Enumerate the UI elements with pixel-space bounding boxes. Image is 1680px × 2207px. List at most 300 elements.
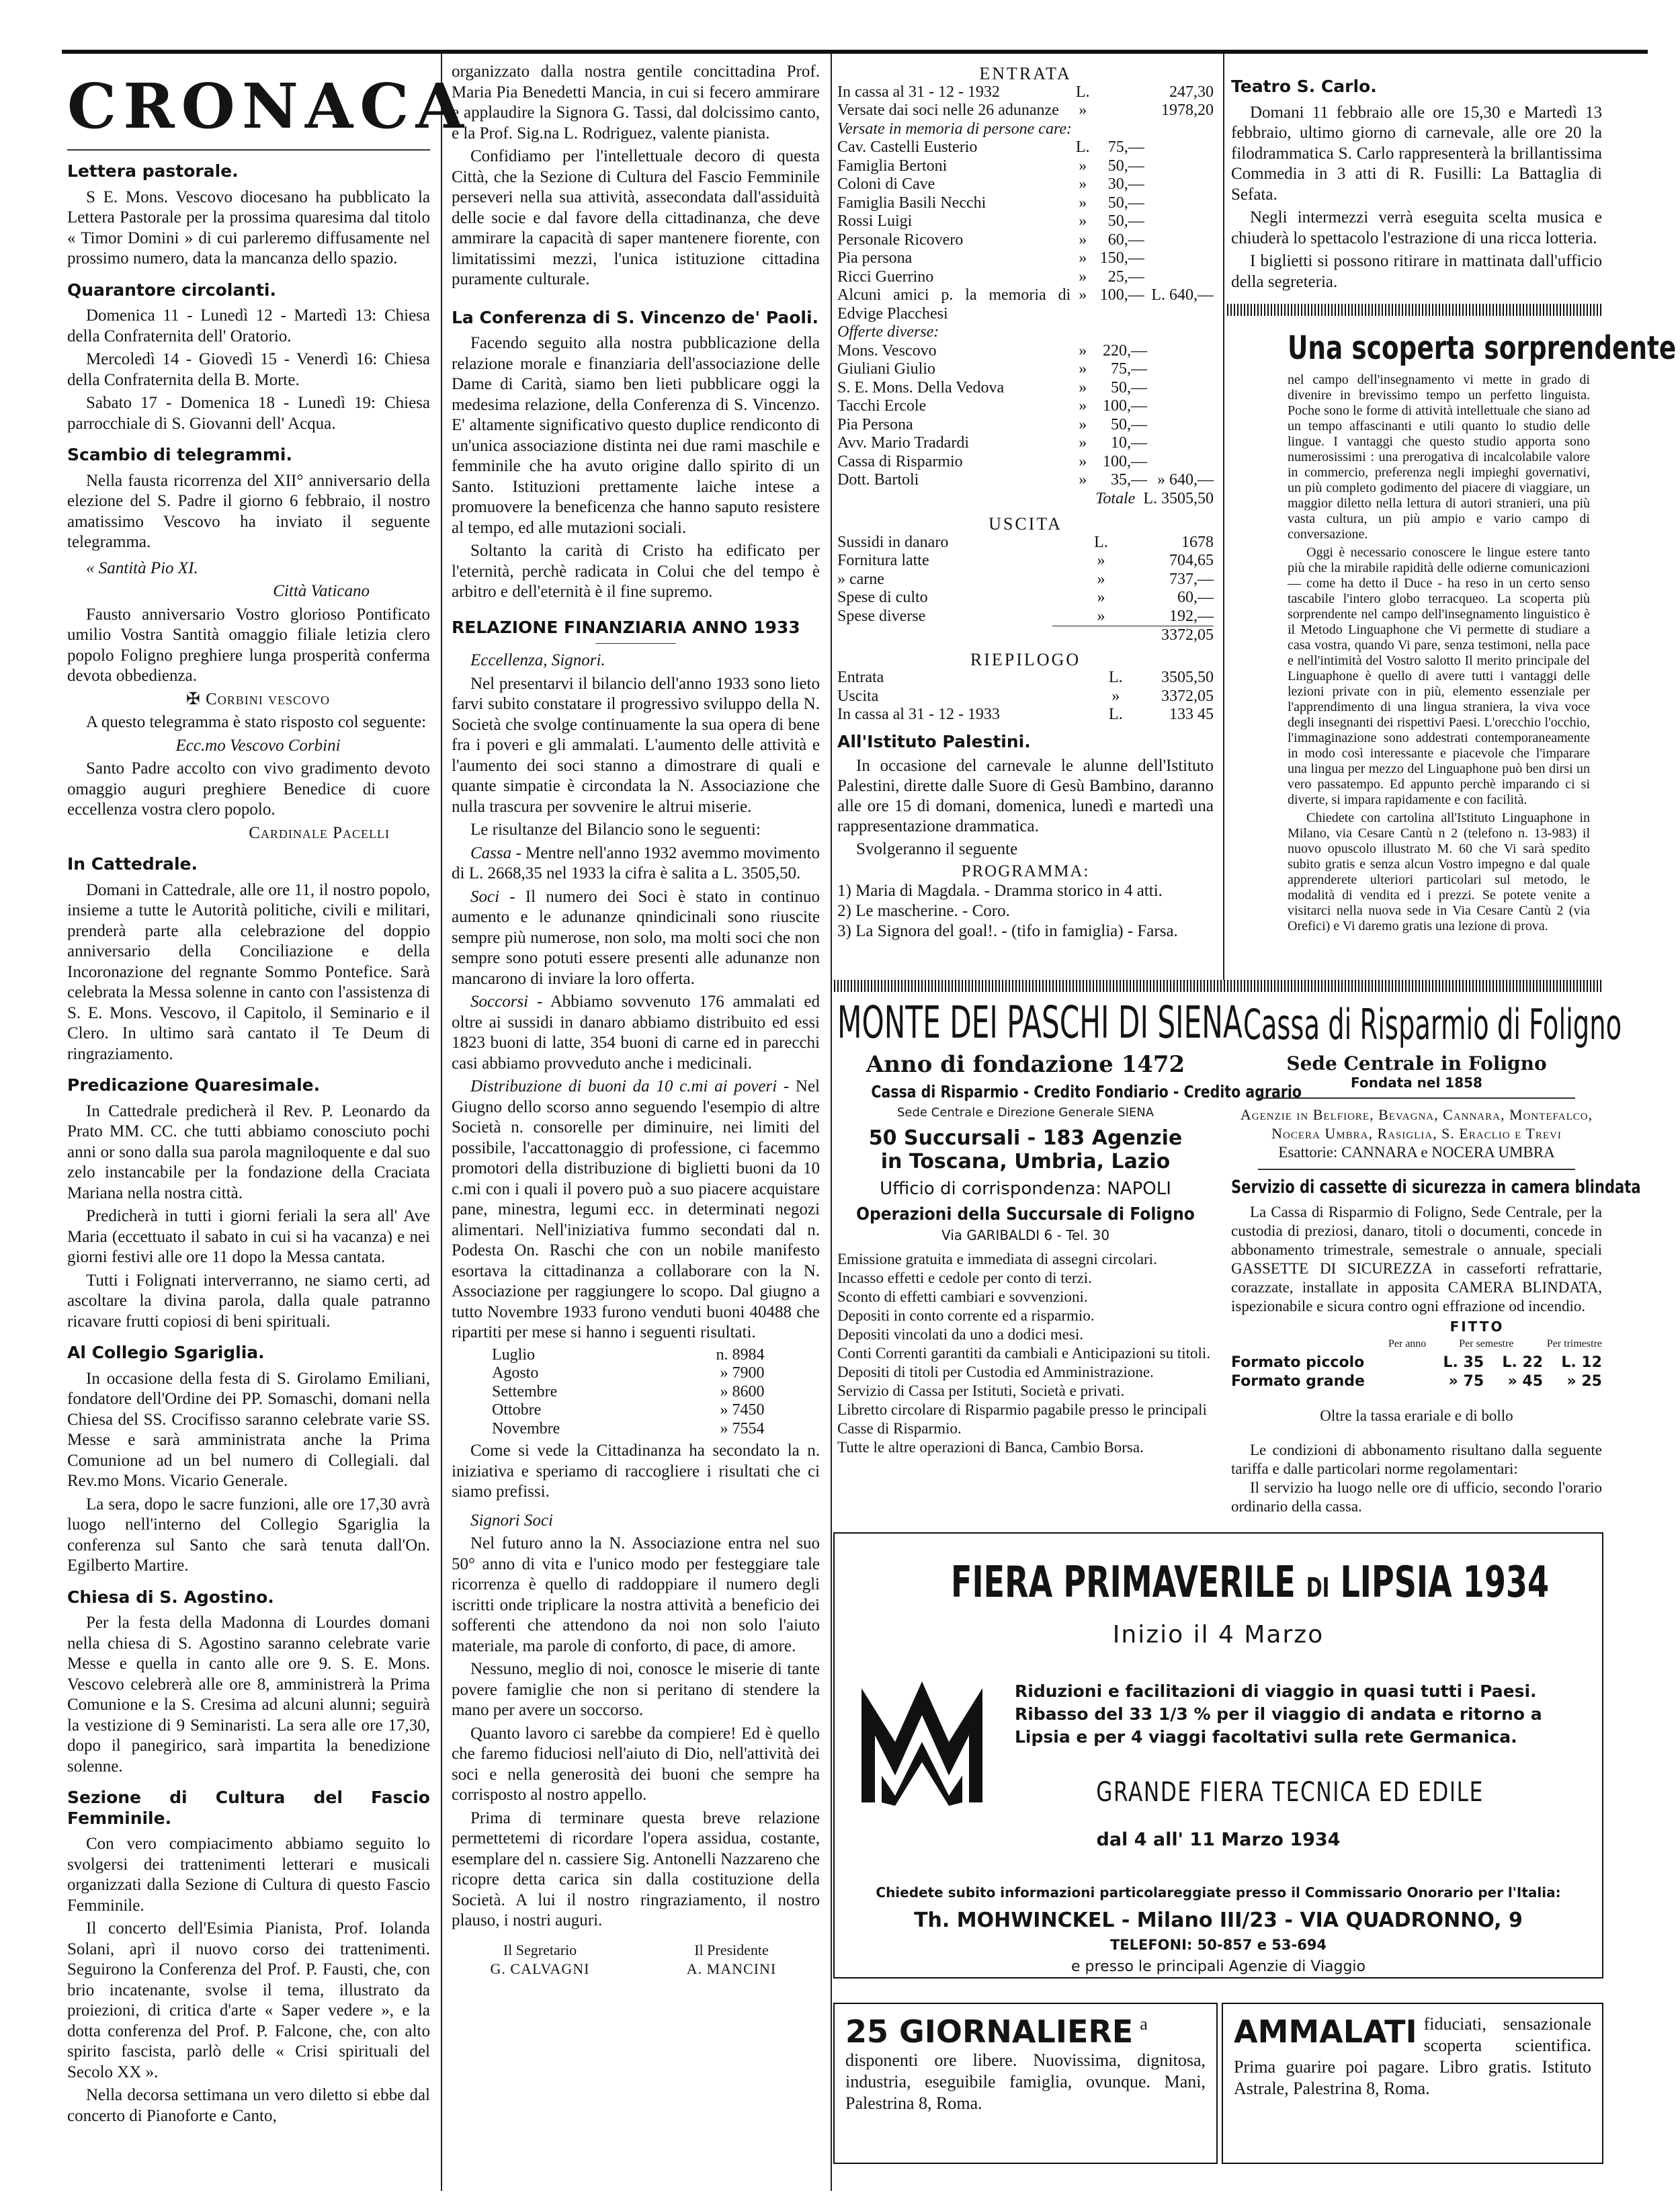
entry-label: Spese diverse	[837, 607, 926, 625]
column-1	[67, 59, 470, 2129]
fitto-row	[1231, 1354, 1602, 1372]
service-item: Incasso effetti e cedole per conto di terzi.	[837, 1269, 1092, 1286]
month-value: » 7450	[720, 1401, 765, 1419]
entry-subtotal: 1678	[1181, 533, 1214, 551]
entry-mark: »	[1111, 687, 1120, 705]
paragraph: S E. Mons. Vescovo diocesano ha pubblicato la Lettera Pastorale per la prossima quaresima dal titolo « Timor Domini » di cui parleremo diffusamente nel prossimo numero, data la mancanza dello spazio.	[67, 188, 430, 267]
divider	[67, 149, 430, 151]
entry-mark: L.	[1108, 669, 1123, 686]
ad-line: 50 Succursali - 183 Agenzie	[868, 1126, 1183, 1150]
divider	[595, 643, 676, 644]
ad-line: Esattorie: CANNARA e NOCERA UMBRA	[1278, 1144, 1555, 1161]
month-value: » 7900	[720, 1364, 765, 1382]
service-item: Emissione gratuita e immediata di assegni circolari.	[837, 1251, 1157, 1267]
section-heading: Lettera pastorale.	[67, 161, 239, 181]
services-list	[837, 1250, 1214, 1457]
section-heading: La Conferenza di S. Vincenzo de' Paoli.	[452, 307, 819, 327]
fitto-label: Formato grande	[1231, 1372, 1365, 1390]
section-heading: Quarantore circolanti.	[67, 280, 276, 300]
ad-line: e presso le principali Agenzie di Viaggio	[1071, 1958, 1366, 1975]
divider	[1258, 1169, 1575, 1170]
fitto-row	[1231, 1372, 1602, 1391]
section-heading: Chiesa di S. Agostino.	[67, 1587, 274, 1607]
fitto-price: » 25	[1566, 1372, 1602, 1390]
ledger-row	[837, 434, 1214, 453]
ad-title	[951, 1558, 1549, 1608]
paragraph: Domenica 11 - Lunedì 12 - Martedì 13: Chiesa della Confraternita dell' Oratorio.	[67, 306, 430, 345]
ledger-row	[837, 231, 1214, 250]
uscita-table	[837, 534, 1214, 626]
service-item: Libretto circolare di Risparmio pagabile presso le principali Casse di Risparmio.	[837, 1401, 1207, 1437]
paragraph	[452, 992, 820, 1074]
entry-mark: »	[1079, 249, 1087, 267]
section-heading: Teatro S. Carlo.	[1231, 77, 1377, 96]
offerte-table	[837, 342, 1214, 490]
entry-amount: 50,—	[1107, 157, 1144, 175]
label: Cassa	[470, 843, 512, 862]
entry-amount: 100,—	[1102, 452, 1147, 470]
entry-label: Sussidi in danaro	[837, 533, 949, 551]
paragraph: Confidiamo per l'intellettuale decoro di questa Città, che la Sezione di Cultura del Fascio Femminile perseveri nella sua attività, assecondata dall'assiduità delle socie e dal favore della cittadinanza, che deve ammirare la capacità di saper mantenere fiorente, con limitatissimi mezzi, l'unica istituzione cittadina puramente culturale.	[452, 147, 820, 288]
paragraph: Santo Padre accolto con vivo gradimento devoto omaggio auguri preghiere Benedice di cuore eccellenza vostra clero popolo.	[67, 759, 430, 819]
paragraph: Domani in Cattedrale, alle ore 11, il nostro popolo, insieme a tutte le Autorità politiche, civili e militari, prenderà parte alla celebrazione del doppio anniversario della Conciliazione e della Incoronazione del regnante Sommo Pontefice. Sarà celebrata la Messa solenne in canto con l'assistenza di S. E. Mons. Vescovo, il Capitolo, il Seminario e il Clero. In ultimo sarà cantato il Te Deum di ringraziamento.	[67, 880, 430, 1063]
entry-subtotal: » 640,—	[1157, 471, 1214, 489]
entry-label: Cassa di Risparmio	[837, 452, 963, 470]
column-divider	[831, 54, 832, 2191]
signature: Cardinale Pacelli	[249, 823, 390, 842]
signature-name: A. MANCINI	[686, 1960, 777, 1977]
entry-amount: 100,—	[1099, 286, 1144, 304]
entry-mark: »	[1079, 267, 1087, 286]
entry-subtotal	[1144, 268, 1214, 287]
entry-amount: 50,—	[1110, 415, 1147, 433]
ledger-row	[837, 138, 1214, 157]
ledger-row	[837, 589, 1214, 608]
entry-amount: 100,—	[1102, 397, 1147, 415]
month-name: Novembre	[492, 1419, 560, 1438]
fitto-col: Per anno	[1388, 1338, 1427, 1349]
service-item: Depositi vincolati da uno a dodici mesi.	[837, 1326, 1084, 1343]
service-item: Sconto di effetti cambiari e sovvenzioni.	[837, 1288, 1088, 1305]
ledger-row	[837, 453, 1214, 472]
entry-subtotal: L. 640,—	[1151, 286, 1214, 304]
entry-label: Entrata	[837, 669, 884, 686]
service-item: Servizio di Cassa per Istituti, Società e privati.	[837, 1382, 1125, 1399]
cassa-risparmio-ad	[1231, 1000, 1641, 1516]
paragraph: Predicherà in tutti i giorni feriali la sera all' Ave Maria (eccettuato il sabato in cui si ha vacanza) e nei giorni festivi alle ore 11 dopo la Messa cantata.	[67, 1207, 430, 1266]
fitto-price: L. 12	[1561, 1354, 1602, 1371]
entry-label: Pia Persona	[837, 415, 913, 433]
entry-subtotal	[1144, 249, 1214, 268]
entry-subtotal: 704,65	[1169, 552, 1214, 569]
entry-label: Giuliani Giulio	[837, 360, 935, 378]
ledger-row	[837, 175, 1214, 194]
entry-label: S. E. Mons. Della Vedova	[837, 378, 1005, 397]
entry-mark: »	[1079, 341, 1087, 360]
column-divider	[1223, 54, 1224, 988]
ledger-row	[837, 552, 1214, 571]
entry-label: In cassa al 31 - 12 - 1932	[837, 83, 1000, 101]
ad-line: Cassa di Risparmio - Credito Fondiario - Credito agrario	[871, 1082, 1302, 1101]
programma-heading: PROGRAMMA:	[961, 862, 1090, 880]
entry-label: In cassa al 31 - 12 - 1933	[837, 706, 1000, 723]
ad-text: Riduzioni e facilitazioni di viaggio in quasi tutti i Paesi. Ribasso del 33 1/3 % per il viaggio di andata e ritorno a Lipsia e per 4 viaggi facoltativi sulla rete Germanica.	[1015, 1681, 1542, 1747]
paragraph: Il servizio ha luogo nelle ore di ufficio, secondo l'orario ordinario della cassa.	[1231, 1479, 1602, 1515]
signature-role: Il Presidente	[694, 1941, 769, 1958]
title-part: DI	[1306, 1573, 1330, 1604]
entry-mark: »	[1097, 570, 1105, 588]
text: - Abbiamo sovvenuto 176 ammalati ed oltre ai sussidi in danaro abbiamo distribuito ed essi 1823 buoni di latte, 354 buoni di carne ed in parecchi casi abbiamo provveduto anche i medicinali.	[452, 993, 820, 1073]
entrata-heading: ENTRATA	[979, 64, 1072, 83]
month-name: Agosto	[492, 1364, 539, 1382]
entry-amount: 35,—	[1110, 471, 1147, 489]
paragraph: Le condizioni di abbonamento risultano dalla seguente tariffa e dalle particolari norme regolamentari:	[1231, 1441, 1602, 1477]
paragraph: Come si vede la Cittadinanza ha secondato la n. iniziativa e speriamo di raccogliere i risultati che ci siamo prefissi.	[452, 1442, 820, 1501]
entry-mark: »	[1079, 434, 1087, 452]
month-row	[492, 1420, 765, 1439]
greeting: Eccellenza, Signori.	[470, 651, 605, 669]
ledger-row	[837, 268, 1214, 287]
entrata-table	[837, 83, 1214, 120]
ledger-row	[837, 101, 1214, 120]
paragraph: Oltre la tassa erariale e di bollo	[1320, 1407, 1513, 1424]
paragraph	[452, 887, 820, 990]
months-table	[492, 1346, 765, 1439]
riepilogo-table	[837, 669, 1214, 724]
fiera-lipsia-ad	[833, 1532, 1603, 1979]
top-rule	[62, 50, 1648, 54]
service-item: Depositi di titoli per Custodia ed Amministrazione.	[837, 1364, 1154, 1380]
ad-line: Sede Centrale e Direzione Generale SIENA	[896, 1106, 1154, 1120]
paragraph: nel campo dell'insegnamento vi mette in grado di divenire in brevissimo tempo un perfetto linguista. Poche sono le forme di attività intellettuale che siano ad un tempo affascinanti e utili quanto lo studio delle lingue. I vantaggi che questo studio apporta sono numerosissimi : una prerogativa di incalcolabile valore in commercio, preferenza negli impieghi governativi, un più completo godimento del piacere di viaggiare, un maggior diletto nella lettura di autori stranieri, una più vasta cultura, un più ampio e vario campo di conversazione.	[1288, 372, 1590, 542]
entry-label: Famiglia Bertoni	[837, 157, 948, 175]
entry-subtotal: 60,—	[1177, 589, 1214, 606]
section-heading: Al Collegio Sgariglia.	[67, 1343, 265, 1362]
month-name: Luglio	[492, 1345, 535, 1364]
address-line: « Santità Pio XI.	[86, 558, 198, 577]
signature-role: Il Segretario	[503, 1941, 577, 1958]
month-row	[492, 1364, 765, 1383]
ad-heading: 25 GIORNALIERE	[845, 2013, 1134, 2050]
signature-name: G. CALVAGNI	[490, 1960, 590, 1977]
text: - Il numero dei Soci è stato in continuo aumento e le adunanze qnindicinali sono riuscite sempre più numerose, non solo, ma molti soci che non sempre sono potuti essere presenti alle adunanze non mancarono di inviare la loro offerta.	[452, 887, 820, 988]
ad-text	[1223, 2004, 1602, 2109]
ad-line: in Toscana, Umbria, Lazio	[880, 1150, 1171, 1173]
month-value: n. 8984	[716, 1345, 765, 1364]
entry-subtotal	[1144, 175, 1214, 194]
paragraph: In occasione della festa di S. Girolamo Emiliani, fondatore dell'Ordine dei PP. Somaschi, domani nella Chiesa del SS. Crocifisso saranno celebrate varie SS. Messe e sarà amministrata anche la Prima Comunione ad un bel numero di Collegiali. dal Rev.mo Mons. Vicario Generale.	[67, 1369, 430, 1490]
fitto-price: » 45	[1507, 1372, 1544, 1390]
paragraph: Quanto lavoro ci sarebbe da compiere! Ed è quello che faremo fiduciosi nell'aiuto di Dio, nell'attività dei soci e nella generosità dei buoni che sempre ha corrisposto al nostro appello.	[452, 1724, 820, 1804]
entry-subtotal	[1147, 342, 1214, 361]
signatures	[452, 1941, 820, 1979]
column-3	[837, 65, 1214, 942]
paragraph: Le risultanze del Bilancio sono le seguenti:	[470, 821, 761, 839]
paragraph: Soltanto la carità di Cristo ha edificato per l'eternità, perchè radicata in Colui che del tempo è arbitro e dell'eternità è il fine supremo.	[452, 542, 820, 601]
riepilogo-heading: RIEPILOGO	[970, 649, 1081, 669]
paragraph	[452, 1077, 820, 1343]
paragraph	[452, 843, 820, 884]
entry-mark: »	[1079, 175, 1087, 193]
entry-subtotal	[1144, 138, 1214, 157]
offerte-heading: Offerte diverse:	[837, 323, 939, 341]
paragraph: Negli intermezzi verrà eseguita scelta musica e chiuderà lo spettacolo l'estrazione di una ricca lotteria.	[1231, 208, 1602, 247]
ledger-row	[837, 416, 1214, 435]
paragraph: Per la festa della Madonna di Lourdes domani nella chiesa di S. Agostino saranno celebrate varie Messe e quella in canto alle ore 9. S. E. Mons. Vescovo celebrerà alle ore 8, amministrerà la Prima Comunione e la S. Cresima ad alcuni alunni; seguirà la vestizione di 9 Seminaristi. La sera alle ore 17,30, dopo il panegirico, sarà impartita la benedizione solenne.	[67, 1614, 430, 1776]
paragraph: Con vero compiacimento abbiamo seguito lo svolgersi dei trattenimenti letterari e musicali organizzati dalla Sezione di Cultura di questo Fascio Femminile.	[67, 1835, 430, 1915]
paragraph: organizzato dalla nostra gentile concittadina Prof. Maria Pia Benedetti Mancia, in cui si fecero ammirare e applaudire la Signora G. Tassi, dal dolcissimo canto, e la Prof. Sig.na L. Rodriguez, valente pianista.	[452, 63, 820, 142]
address-line: Ecc.mo Vescovo Corbini	[175, 736, 341, 755]
entry-label: Uscita	[837, 687, 879, 705]
ad-body: a disponenti ore libere. Nuovissima, dignitosa, industria, eseguibile famiglia, ovunque. Mani, Palestrina 8, Roma.	[845, 2014, 1206, 2113]
paragraph: Mercoledì 14 - Giovedì 15 - Venerdì 16: Chiesa della Confraternita della B. Morte.	[67, 350, 430, 389]
entry-label: Mons. Vescovo	[837, 341, 937, 360]
section-heading: Sezione di Cultura del Fascio Femminile.	[67, 1788, 430, 1828]
entry-label: Famiglia Basili Necchi	[837, 194, 986, 212]
entry-label: Spese di culto	[837, 589, 928, 606]
masthead: CRONACA	[67, 70, 470, 142]
paragraph: In occasione del carnevale le alunne dell'Istituto Palestini, dirette dalle Suore di Gesù Bambino, daranno alle ore 15 di domani, domenica, lunedì e martedì una rappresentazione drammatica.	[837, 757, 1214, 835]
paragraph: Facendo seguito alla nostra pubblicazione della relazione morale e finanziaria dell'associazione delle Dame di Carità, siamo ben lieti pubblicare oggi la medesima relazione, della Conferenza di S. Vincenzo. E' altamente significativo questo duplice rendiconto di un'unica associazione distinta nei due rami maschile e femminile che ha avuto origine dallo spirito di un Santo. Istituzioni prettamente laiche intese a promuovere la beneficenza che hanno saputo resistere al tempo, ed alle mutazioni sociali.	[452, 334, 820, 537]
ledger-row	[837, 669, 1214, 688]
ad-line: Servizio di cassette di sicurezza in camera blindata	[1231, 1177, 1641, 1198]
ledger-row	[837, 249, 1214, 268]
label: Distribuzione di buoni da 10 c.mi ai poveri	[470, 1077, 778, 1095]
paragraph: Tutti i Folignati interverranno, ne siamo certi, ad ascoltare la divina parola, dalla quale patranno ricavare frutti copiosi di beni spirituali.	[67, 1271, 430, 1331]
ledger-row	[837, 706, 1214, 724]
entry-amount: 75,—	[1107, 138, 1144, 156]
entry-mark: »	[1079, 360, 1087, 378]
entry-label: Pia persona	[837, 249, 913, 267]
entry-mark: »	[1079, 452, 1087, 470]
ad-line: Sede Centrale in Foligno	[1286, 1052, 1547, 1075]
entry-subtotal: 3505,50	[1161, 669, 1214, 686]
entry-amount: 30,—	[1107, 175, 1144, 193]
entry-subtotal: 3372,05	[1161, 687, 1214, 705]
entry-label: Rossi Luigi	[837, 212, 913, 230]
entry-mark: L.	[1075, 138, 1090, 156]
entry-amount: 150,—	[1099, 249, 1144, 267]
ad-line: GRANDE FIERA TECNICA ED EDILE	[1096, 1777, 1484, 1808]
entry-mark: »	[1097, 589, 1105, 606]
month-row	[492, 1346, 765, 1365]
ad-title: Una scoperta sorprendente	[1288, 329, 1677, 367]
entry-label: Versate dai soci nelle 26 adunanze	[837, 101, 1059, 119]
linguaphone-ad	[1288, 329, 1677, 937]
programma-item: 3) La Signora del goal!. - (tifo in famiglia) - Farsa.	[837, 921, 1178, 940]
entry-subtotal	[1144, 231, 1214, 250]
month-name: Settembre	[492, 1382, 558, 1401]
uscita-total: 3372,05	[1052, 626, 1214, 645]
entry-subtotal: 192,—	[1169, 607, 1214, 625]
paragraph: Nella decorsa settimana un vero diletto si ebbe dal concerto di Pianoforte e Canto,	[67, 2086, 430, 2125]
ledger-row	[837, 194, 1214, 213]
ledger-row	[837, 534, 1214, 552]
ad-line: Fondata nel 1858	[1351, 1075, 1482, 1091]
signature: ✠ Corbini vescovo	[185, 690, 331, 708]
entry-amount: 220,—	[1102, 341, 1147, 360]
entry-amount: 60,—	[1107, 231, 1144, 249]
fitto-columns	[1231, 1335, 1602, 1354]
ledger-row	[837, 212, 1214, 231]
text: - Nel Giugno dello scorso anno seguendo l'esempio di altre Società n. consorelle per diminuire, nei limiti del possibile, l'accattonaggio di professione, ci facemmo promotori della distribuzione di biglietti buoni da 10 c.mi con i quali il povero può a suo piacere acquistare pane, minestra, legumi ecc. in determinati negozi alimentari. Nell'iniziativa fummo secondati dal n. Podesta On. Raschi che con un nobile manifesto esortava la cittadinanza a collaborare con la N. Associazione per raggiungere lo scopo. Dal giugno a tutto Novembre 1933 furono venduti buoni 40488 che ripartiti per mese si hanno i seguenti risultati.	[452, 1077, 821, 1341]
title-part: FIERA PRIMAVERILE	[951, 1558, 1296, 1608]
ledger-row	[837, 286, 1214, 323]
entry-subtotal: 737,—	[1169, 570, 1214, 588]
entry-mark: L.	[1108, 706, 1123, 723]
address-line: Città Vaticano	[273, 582, 370, 600]
section-heading: All'Istituto Palestini.	[837, 731, 1031, 751]
secretary-signature	[452, 1941, 628, 1979]
totale-row	[837, 490, 1214, 509]
entry-label: Dott. Bartoli	[837, 471, 919, 489]
entry-mark: L.	[1075, 83, 1090, 101]
month-value: » 8600	[720, 1382, 765, 1401]
ledger-row	[837, 688, 1214, 706]
fitto-table	[1231, 1354, 1602, 1391]
ledger-row	[837, 571, 1214, 589]
entry-label: Avv. Mario Tradardi	[837, 434, 969, 452]
month-name: Ottobre	[492, 1401, 542, 1419]
ad-body: fiduciati, sensazionale scoperta scientifica. Prima guarire poi pagare. Libro gratis. Istituto Astrale, Palestrina 8, Roma.	[1234, 2014, 1591, 2098]
section-heading: In Cattedrale.	[67, 854, 198, 874]
entry-amount: 75,—	[1110, 360, 1147, 378]
programma-item: 2) Le mascherine. - Coro.	[837, 901, 1010, 920]
paragraph: Nel presentarvi il bilancio dell'anno 1933 sono lieto farvi subito constatare il progressivo sviluppo della N. Società che svolge continuamente la sua opera di bene fra i poveri e gli ammalati. L'aumento delle attività e l'aumento dei soci stanno a dimostrare di quali e quante simpatie è circondata la N. Associazione che nulla trascura per sovvenire le altrui miserie.	[452, 674, 820, 816]
ad-line: TELEFONI: 50-857 e 53-694	[1109, 1937, 1327, 1953]
entry-mark: »	[1079, 286, 1087, 304]
fitto-price: L. 22	[1502, 1354, 1544, 1371]
ad-title: Cassa di Risparmio di Foligno	[1243, 1000, 1622, 1049]
entry-label: Alcuni amici p. la memoria di Edvige Placchesi	[837, 286, 1071, 323]
ledger-row	[837, 360, 1214, 379]
entry-amount: 10,—	[1110, 434, 1147, 452]
entry-label: Coloni di Cave	[837, 175, 935, 193]
hatch-divider	[831, 980, 1603, 992]
ad-line: Agenzie in Belfiore, Bevagna, Cannara, Montefalco, Nocera Umbra, Rasiglia, S. Eraclio e Trevi	[1240, 1106, 1593, 1142]
paragraph: La Cassa di Risparmio di Foligno, Sede Centrale, per la custodia di preziosi, danaro, titoli o documenti, concede in abbonamento trimestrale, semestrale o annuale, speciali GASSETTE DI SICUREZZA in casseforti refrattarie, corazzate, installate in apposita CAMERA BLINDATA, ispezionabile e sicura contro ogni effrazione od incendio.	[1231, 1204, 1602, 1315]
entry-subtotal	[1144, 157, 1214, 176]
entry-label: Fornitura latte	[837, 552, 929, 569]
title-part: LIPSIA 1934	[1340, 1558, 1550, 1608]
giornaliere-ad	[833, 2003, 1218, 2164]
paragraph: Nel futuro anno la N. Associazione entra nel suo 50° anno di vita e l'unico modo per festeggiare tale ricorrenza è quello di raddoppiare il numero degli iscritti onde triplicare la nostra attività a beneficio dei sofferenti che attendono da noi non solo l'aiuto materiale, ma parole di conforto, di pace, di amore.	[452, 1534, 820, 1655]
service-item: Tutte le altre operazioni di Banca, Cambio Borsa.	[837, 1439, 1144, 1456]
ad-line: Ufficio di corrispondenza: NAPOLI	[880, 1179, 1171, 1199]
fitto-price: » 75	[1448, 1372, 1484, 1390]
entry-mark: »	[1097, 607, 1105, 625]
report-title: RELAZIONE FINANZIARIA ANNO 1933	[452, 617, 800, 637]
entry-subtotal	[1147, 360, 1214, 379]
hatch-divider	[1227, 304, 1603, 316]
paragraph: Il concerto dell'Esimia Pianista, Prof. Iolanda Solani, aprì il nuovo corso dei trattenimenti. Seguirono la Conferenza del Prof. P. Fausti, che, con brio incatenante, svolse il tema, illustrato da proiezioni, di critica d'arte « Saper vedere », e la dotta conferenza del Prof. P. Falcone, che, con alto spirito fascista, parlò delle « Crisi spirituali del Secolo XX ».	[67, 1919, 430, 2081]
paragraph: La sera, dopo le sacre funzioni, alle ore 17,30 avrà luogo nell'interno del Collegio Sgariglia la conferenza sul Santo che sarà tenuta dall'On. Egilberto Martire.	[67, 1495, 430, 1575]
paragraph: Sabato 17 - Domenica 18 - Lunedì 19: Chiesa parrocchiale di S. Giovanni dell' Acqua.	[67, 394, 430, 433]
text: - Mentre nell'anno 1932 avemmo movimento di L. 2668,35 nel 1933 la cifra è salita a L. 3505,50.	[452, 843, 820, 882]
entry-subtotal	[1147, 416, 1214, 435]
ad-text	[835, 2004, 1216, 2124]
president-signature	[643, 1941, 820, 1979]
paragraph: Domani 11 febbraio alle ore 15,30 e Martedì 13 febbraio, ultimo giorno di carnevale, alle ore 20 la filodrammatica S. Carlo rappresenterà la brillantissima Commedia in 3 atti di R. Fusilli: La Battaglia di Sefata.	[1231, 103, 1602, 204]
column-2	[452, 62, 820, 1979]
entry-mark: »	[1079, 415, 1087, 433]
fiera-title	[835, 1558, 1602, 1608]
ledger-row	[837, 608, 1214, 626]
entry-subtotal	[1144, 212, 1214, 231]
ad-line: Chiedete subito informazioni particolareggiate presso il Commissario Onorario per l'Italia:	[876, 1884, 1561, 1901]
entry-amount: 50,—	[1110, 378, 1147, 397]
entry-subtotal: 1978,20	[1161, 101, 1214, 119]
label: Soci	[470, 887, 500, 906]
paragraph: A questo telegramma è stato risposto col seguente:	[86, 713, 427, 731]
entry-mark: »	[1079, 157, 1087, 175]
service-item: Conti Correnti garantiti da cambiali e Anticipazioni su titoli.	[837, 1345, 1211, 1362]
entry-subtotal	[1147, 379, 1214, 398]
programma-list	[837, 881, 1214, 942]
entry-mark: »	[1097, 552, 1105, 569]
mm-logo-icon	[855, 1668, 989, 1816]
fitto-price: L. 35	[1443, 1354, 1484, 1371]
paragraph: Nessuno, meglio di noi, conosce le miserie di tante povere famiglie che non si peritano di stendere la mano per avere un soccorso.	[452, 1660, 820, 1719]
month-row	[492, 1401, 765, 1420]
entry-subtotal	[1144, 194, 1214, 213]
entry-subtotal	[1147, 397, 1214, 416]
ad-line: Inizio il 4 Marzo	[1112, 1621, 1325, 1649]
paragraph: Oggi è necessario conoscere le lingue estere tanto più che la mirabile rapidità delle odierne comunicazioni — come ha detto il Duce - ha reso in un certo senso tascabile l'intero globo terracqueo. La scoperta più sorprendente nel campo dell'insegnamento linguistico è il Metodo Linguaphone che Vi permette di studiare a casa vostra, quando Vi pare, senza testimoni, nella pace e nell'intimità del Vostro salotto Il merito principale del Linguaphone è quello di avere tutti i vantaggi delle lezioni private con in più, elemento essenziale per l'apprendimento di una lingua straniera, la viva voce degli insegnanti dei rispettivi Paesi. L'orecchio l'occhio, l'immaginazione sono addestrati contemporaneamente in modo così interessante e piacevole che l'imparare una lingua per mezzo del Linguaphone può ben dirsi un vero passatempo. Ed appunto perchè imparando ci si diverte, si impara rapidamente e con facilità.	[1288, 545, 1590, 807]
entry-amount: 50,—	[1107, 194, 1144, 212]
entry-label: Ricci Guerrino	[837, 267, 934, 286]
tecnica-line	[1015, 1777, 1566, 1808]
entry-subtotal: 133 45	[1169, 706, 1214, 723]
entry-mark: »	[1079, 378, 1087, 397]
ledger-row	[837, 157, 1214, 176]
fitto-heading: FITTO	[1450, 1319, 1505, 1335]
service-item: Depositi in conto corrente ed a risparmio.	[837, 1307, 1095, 1324]
greeting: Signori Soci	[470, 1511, 553, 1530]
paragraph: In Cattedrale predicherà il Rev. P. Leonardo da Prato MM. CC. che tutti abbiamo conosciuto pochi anni or sono dalla sua parola magniloquente e dal suo zelo instancabile per la fondazione della Craciata Mariana nella nostra città.	[67, 1101, 430, 1202]
paragraph: Chiedete con cartolina all'Istituto Linguaphone in Milano, via Cesare Cantù n 2 (telefono n. 13-983) il nuovo opuscolo illustrato M. 60 che Vi sarà spedito subito gratis e senza alcun Vostro impegno e dal quale apprenderete ulteriori particolari sul metodo, le modalità di vendita ed i prezzi. Se potete venite a visitarci nella nuova sede in Via Cesare Cantù 2 (via Orefici) e Vi daremo gratis una lezione di prova.	[1288, 810, 1590, 933]
divider	[1258, 1097, 1575, 1099]
paragraph: Svolgeranno il seguente	[856, 840, 1018, 858]
entry-amount: 50,—	[1107, 212, 1144, 230]
entry-label: Personale Ricovero	[837, 231, 964, 249]
entry-mark: L.	[1094, 533, 1108, 551]
ad-title: MONTE DEI PASCHI DI SIENA	[837, 997, 1243, 1048]
ad-heading: AMMALATI	[1234, 2013, 1417, 2050]
paragraph: I biglietti si possono ritirare in mattinata dall'ufficio della segreteria.	[1231, 252, 1602, 291]
entry-mark: »	[1079, 212, 1087, 230]
column-divider	[441, 54, 442, 2191]
month-value: » 7554	[720, 1419, 765, 1438]
ledger-row	[837, 342, 1214, 361]
paragraph: Nella fausta ricorrenza del XII° anniversario della elezione del S. Padre il giorno 6 febbraio, il nostro amatissimo Vescovo ha inviato il seguente telegramma.	[67, 471, 430, 551]
memoria-heading: Versate in memoria di persone care:	[837, 120, 1073, 138]
entry-label: Cav. Castelli Eusterio	[837, 138, 978, 156]
ad-line: Anno di fondazione 1472	[866, 1051, 1185, 1078]
programma-item: 1) Maria di Magdala. - Dramma storico in 4 atti.	[837, 881, 1163, 900]
label: Soccorsi	[470, 993, 529, 1011]
entry-mark: »	[1079, 471, 1087, 489]
ledger-row	[837, 83, 1214, 102]
memoria-table	[837, 138, 1214, 323]
fitto-col: Per semestre	[1459, 1338, 1514, 1349]
totale-value: L. 3505,50	[1143, 489, 1214, 507]
entry-subtotal	[1147, 453, 1214, 472]
month-row	[492, 1383, 765, 1402]
paragraph: Prima di terminare questa breve relazione permettetemi di ricordare l'opera assidua, costante, esemplare del n. cassiere Sig. Antonelli Nazzareno che ricopre detta carica sin dalla costituzione della Società. A lui il nostro ringraziamento, il nostro plauso, i nostri auguri.	[452, 1808, 820, 1929]
section-heading: Scambio di telegrammi.	[67, 445, 292, 464]
fitto-col: Per trimestre	[1546, 1338, 1602, 1349]
